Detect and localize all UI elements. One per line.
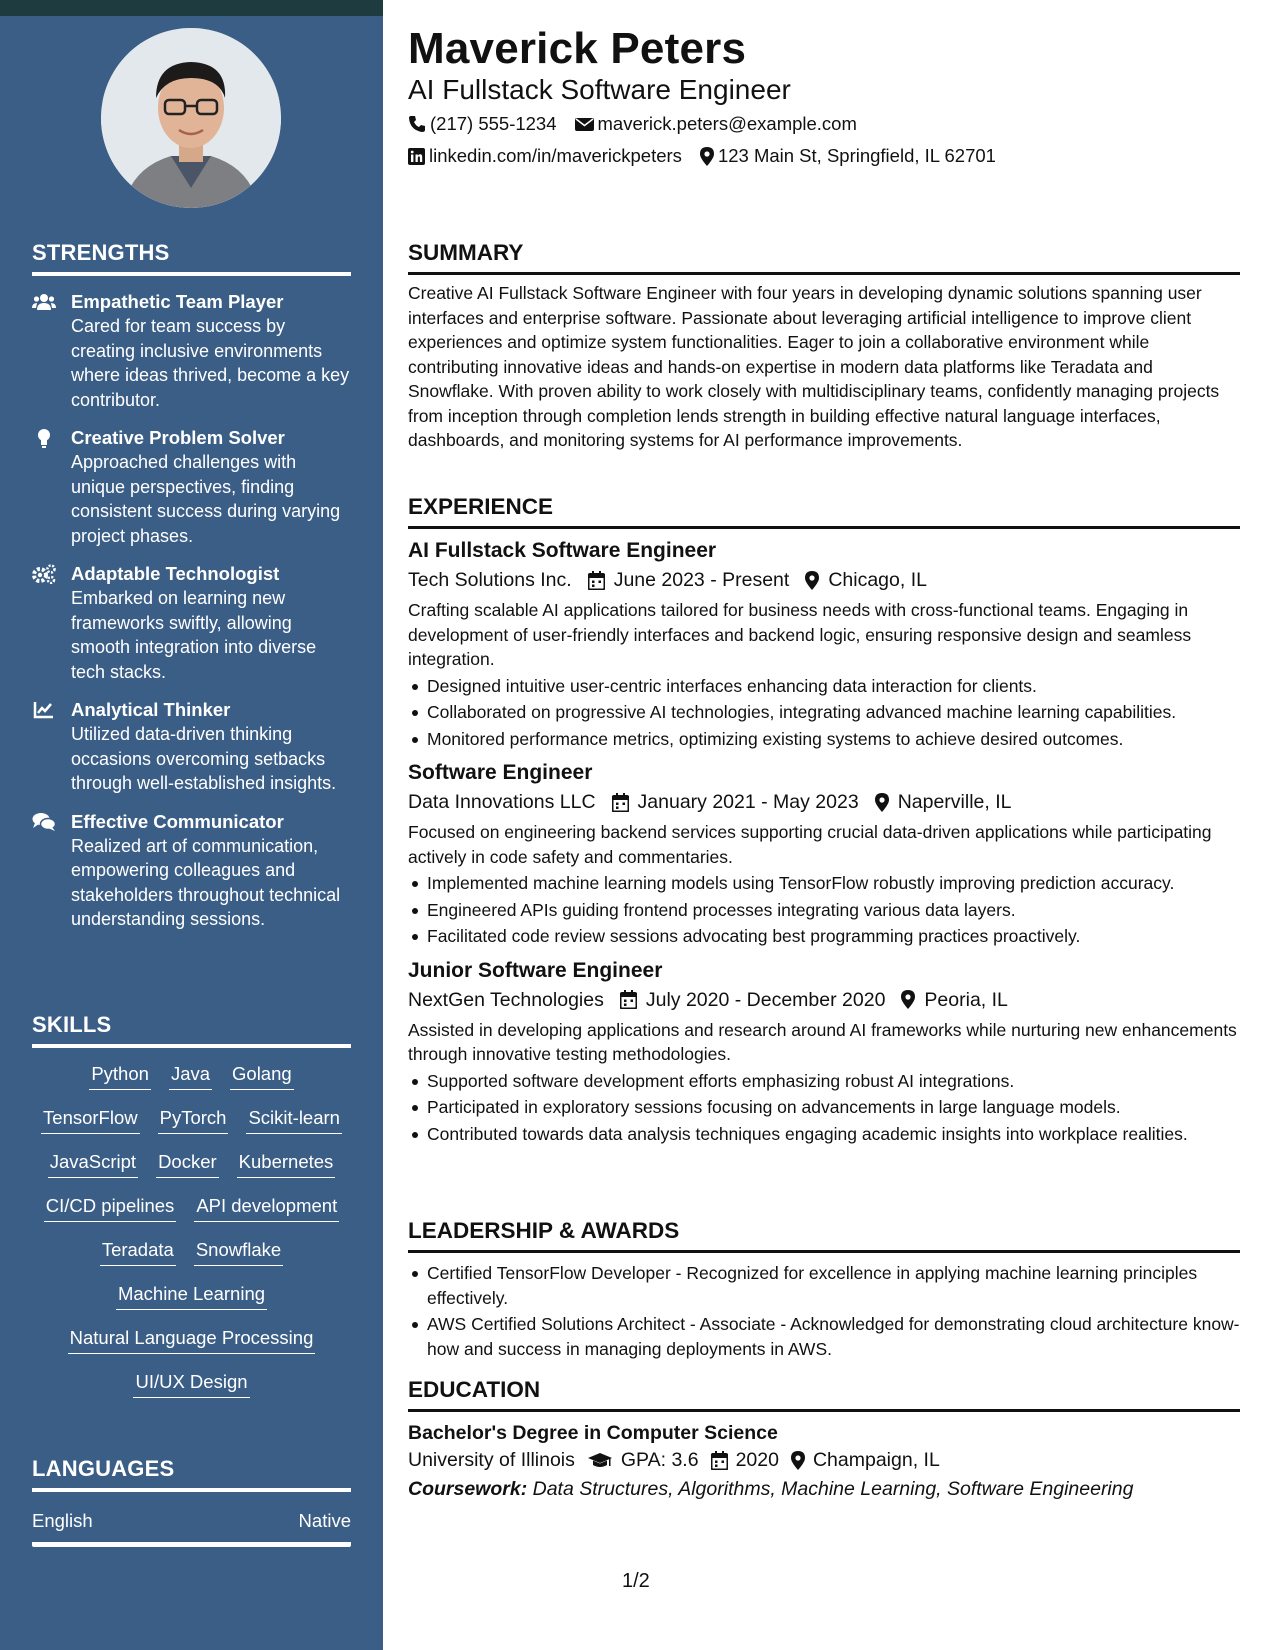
languages-title: LANGUAGES xyxy=(32,1456,351,1492)
profile-photo xyxy=(101,28,281,208)
coursework-label: Coursework: xyxy=(408,1478,528,1500)
job-dates-item xyxy=(588,565,790,595)
contact-row-1 xyxy=(408,113,875,135)
address-text: 123 Main St, Springfield, IL 62701 xyxy=(717,145,996,166)
job-location: Peoria, IL xyxy=(924,988,1008,1011)
edu-gpa: GPA: 3.6 xyxy=(620,1449,699,1471)
strength-desc: Utilized data-driven thinking occasions overcoming setbacks through well-established insights. xyxy=(71,724,337,793)
lightbulb-icon xyxy=(32,428,56,448)
phone-icon xyxy=(408,115,426,133)
comments-icon xyxy=(32,812,56,832)
job-dates: January 2021 - May 2023 xyxy=(637,791,859,813)
job-bullet: Designed intuitive user-centric interfaces enhancing data interaction for clients. xyxy=(408,674,1240,699)
language-name: English xyxy=(32,1510,93,1531)
strength-item xyxy=(32,562,351,684)
strengths-section xyxy=(32,240,351,932)
graduation-cap-icon xyxy=(587,1452,613,1470)
skill-tag: PyTorch xyxy=(158,1106,229,1134)
strength-desc: Embarked on learning new frameworks swiftly, allowing smooth integration into diverse tech stacks. xyxy=(71,588,317,682)
edu-meta xyxy=(408,1449,1240,1472)
job-bullets xyxy=(408,871,1240,949)
edu-school: University of Illinois xyxy=(408,1449,575,1471)
email-contact[interactable] xyxy=(575,113,857,135)
email-text[interactable]: maverick.peters@example.com xyxy=(597,113,857,134)
job-bullets xyxy=(408,1069,1240,1147)
address-contact xyxy=(700,145,996,167)
skill-tag: Machine Learning xyxy=(116,1282,267,1310)
job-bullet: Engineered APIs guiding frontend processes integrating various data layers. xyxy=(408,898,1240,923)
language-level: Native xyxy=(298,1510,351,1531)
skill-tag: Natural Language Processing xyxy=(68,1326,316,1354)
experience-title: EXPERIENCE xyxy=(408,494,1240,529)
job-role: Software Engineer xyxy=(408,761,593,784)
summary-text: Creative AI Fullstack Software Engineer with four years in developing dynamic solutions spanning user interfaces and enterprise software. Passionate about leveraging artificial intelligence to improve client experiences and optimize system functionalities. Eager to join a collaborative environment while contributing innovative ideas and hands-on expertise in modern data platforms like Teradata and Snowflake. With proven ability to work closely with multidisciplinary teams, confidently managing projects from inception through completion lends strength in building effective natural language interfaces, dashboards, and monitoring systems for AI performance improvements. xyxy=(408,283,1220,450)
awards-title: LEADERSHIP & AWARDS xyxy=(408,1218,1240,1253)
skill-tag: API development xyxy=(194,1194,339,1222)
job-location-item xyxy=(901,985,1007,1015)
coursework-text: Data Structures, Algorithms, Machine Learning, Software Engineering xyxy=(532,1478,1134,1500)
phone-text: (217) 555-1234 xyxy=(430,113,557,134)
job-bullet: Contributed towards data analysis techniques engaging academic insights into workplace realities. xyxy=(408,1122,1240,1147)
map-pin-icon xyxy=(901,990,915,1009)
awards-list xyxy=(408,1261,1240,1361)
job-location-item xyxy=(875,787,1012,817)
job-location: Chicago, IL xyxy=(828,569,927,591)
users-icon xyxy=(32,292,56,312)
edu-degree: Bachelor's Degree in Computer Science xyxy=(408,1422,778,1444)
skill-tag: Teradata xyxy=(100,1238,176,1266)
strength-desc: Approached challenges with unique perspectives, finding consistent success during varying project phases. xyxy=(71,452,341,546)
job-entry xyxy=(408,759,1240,949)
skill-tag: CI/CD pipelines xyxy=(44,1194,177,1222)
edu-location: Champaign, IL xyxy=(812,1449,940,1471)
strength-desc: Realized art of communication, empowering colleagues and stakeholders throughout technical understanding sessions. xyxy=(71,835,341,929)
map-pin-icon xyxy=(875,793,889,812)
languages-section xyxy=(32,1456,351,1547)
skill-tag: Python xyxy=(89,1062,151,1090)
job-dates-item xyxy=(612,787,859,817)
calendar-icon xyxy=(711,1451,728,1470)
strength-item xyxy=(32,290,351,412)
linkedin-contact[interactable] xyxy=(408,145,682,167)
job-dates: June 2023 - Present xyxy=(613,569,790,591)
skill-tag: UI/UX Design xyxy=(133,1370,249,1398)
skill-tag: Snowflake xyxy=(194,1238,283,1266)
job-location: Naperville, IL xyxy=(897,791,1012,813)
skill-tag: Java xyxy=(169,1062,212,1090)
calendar-icon xyxy=(620,990,637,1009)
job-meta xyxy=(408,565,1240,595)
job-meta xyxy=(408,985,1240,1015)
chart-line-icon xyxy=(32,700,56,720)
strength-title: Effective Communicator xyxy=(71,810,284,832)
job-role: Junior Software Engineer xyxy=(408,958,663,982)
job-dates-item xyxy=(620,985,886,1015)
award-item: Certified TensorFlow Developer - Recognized for excellence in applying machine learning principles effectively. xyxy=(408,1261,1240,1310)
candidate-title: AI Fullstack Software Engineer xyxy=(408,74,791,105)
job-location-item xyxy=(805,565,927,595)
job-company: Tech Solutions Inc. xyxy=(408,569,572,591)
education-section xyxy=(408,1377,1240,1501)
job-bullets xyxy=(408,674,1240,752)
job-bullet: Participated in exploratory sessions focusing on advancements in large language models. xyxy=(408,1095,1240,1120)
job-bullet: Facilitated code review sessions advocating best programming practices proactively. xyxy=(408,924,1240,949)
skill-tag: Docker xyxy=(156,1150,219,1178)
job-bullet: Implemented machine learning models using TensorFlow robustly improving prediction accuracy. xyxy=(408,871,1240,896)
page-number: 1/2 xyxy=(622,1570,650,1592)
edu-year: 2020 xyxy=(735,1449,779,1471)
job-dates: July 2020 - December 2020 xyxy=(645,988,886,1011)
linkedin-icon xyxy=(408,148,425,165)
job-entry xyxy=(408,957,1240,1147)
summary-title: SUMMARY xyxy=(408,240,1240,275)
strength-title: Creative Problem Solver xyxy=(71,427,285,448)
contact-row-2 xyxy=(408,145,1014,167)
job-company: NextGen Technologies xyxy=(408,988,604,1011)
job-company: Data Innovations LLC xyxy=(408,791,596,813)
summary-section xyxy=(408,240,1240,453)
skill-tag: JavaScript xyxy=(48,1150,138,1178)
strength-item xyxy=(32,810,351,932)
job-bullet: Monitored performance metrics, optimizing existing systems to achieve desired outcomes. xyxy=(408,727,1240,752)
sidebar xyxy=(0,0,383,1650)
strength-item xyxy=(32,426,351,548)
strengths-title: STRENGTHS xyxy=(32,240,351,276)
experience-section xyxy=(408,494,1240,1148)
edu-location-item xyxy=(791,1449,940,1472)
phone-contact xyxy=(408,113,557,135)
job-bullet: Supported software development efforts emphasizing robust AI integrations. xyxy=(408,1069,1240,1094)
strength-title: Analytical Thinker xyxy=(71,699,231,720)
candidate-name: Maverick Peters xyxy=(408,24,747,73)
edu-gpa-item xyxy=(587,1449,699,1472)
gears-icon xyxy=(32,564,56,584)
map-pin-icon xyxy=(791,1451,805,1470)
edu-year-item xyxy=(711,1449,779,1472)
edu-coursework xyxy=(408,1478,1240,1501)
skill-tag: Kubernetes xyxy=(237,1150,336,1178)
skill-tag: TensorFlow xyxy=(41,1106,140,1134)
job-desc: Crafting scalable AI applications tailored for business needs with cross-functional teams. Engaging in development of user-friendly interfaces and backend logic, ensuring responsive design and seamless integration. xyxy=(408,600,1192,669)
skill-tag: Scikit-learn xyxy=(246,1106,342,1134)
calendar-icon xyxy=(612,793,629,812)
calendar-icon xyxy=(588,571,605,590)
award-item: AWS Certified Solutions Architect - Associate - Acknowledged for demonstrating cloud architecture know-how and success in managing deployments in AWS. xyxy=(408,1312,1240,1361)
strength-desc: Cared for team success by creating inclusive environments where ideas thrived, become a key contributor. xyxy=(71,316,350,410)
job-desc: Focused on engineering backend services supporting crucial data-driven applications while participating actively in code safety and commentaries. xyxy=(408,822,1212,867)
education-title: EDUCATION xyxy=(408,1377,1240,1412)
map-pin-icon xyxy=(805,571,819,590)
job-meta xyxy=(408,787,1240,817)
strength-item xyxy=(32,698,351,796)
skills-section xyxy=(32,1012,351,1408)
job-desc: Assisted in developing applications and research around AI frameworks while nurturing new enhancements through innovative testing methodologies. xyxy=(408,1019,1237,1064)
job-bullet: Collaborated on progressive AI technologies, integrating advanced machine learning capabilities. xyxy=(408,700,1240,725)
skills-list xyxy=(32,1056,351,1408)
job-entry xyxy=(408,537,1240,751)
skill-tag: Golang xyxy=(230,1062,294,1090)
strength-title: Adaptable Technologist xyxy=(71,563,280,584)
awards-section xyxy=(408,1218,1240,1363)
job-role: AI Fullstack Software Engineer xyxy=(408,539,717,562)
strength-title: Empathetic Team Player xyxy=(71,291,284,312)
envelope-icon xyxy=(575,117,594,132)
skills-title: SKILLS xyxy=(32,1012,351,1048)
sidebar-top-bar xyxy=(0,0,383,16)
language-row xyxy=(32,1510,351,1547)
linkedin-text[interactable]: linkedin.com/in/maverickpeters xyxy=(429,145,682,166)
map-pin-icon xyxy=(700,147,714,166)
